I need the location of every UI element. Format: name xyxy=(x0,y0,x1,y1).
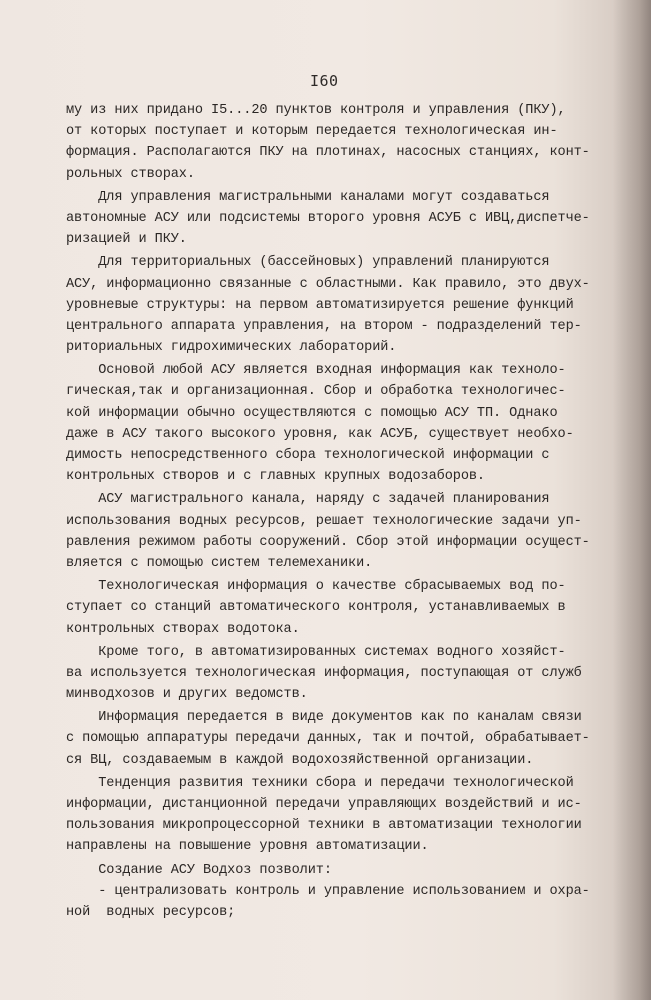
text-line: вляется с помощью систем телемеханики. xyxy=(66,555,373,571)
text-line: - централизовать контроль и управление использованием и охра- xyxy=(66,883,590,899)
text-line: Для управления магистральными каналами могут создаваться xyxy=(66,189,550,205)
text-line: контрольных створов и с главных крупных водозаборов. xyxy=(66,469,485,485)
body-text xyxy=(66,100,626,923)
text-line: Создание АСУ Водхоз позволит: xyxy=(66,862,332,878)
text-line: АСУ, информационно связанные с областными. Как правило, это двух- xyxy=(66,276,590,292)
text-line: Кроме того, в автоматизированных системах водного хозяйст- xyxy=(66,644,566,660)
text-line: кой информации обычно осуществляются с помощью АСУ ТП. Однако xyxy=(66,405,558,421)
text-line: ступает со станций автоматического контроля, устанавливаемых в xyxy=(66,600,566,616)
text-line: уровневые структуры: на первом автоматизируется решение функций xyxy=(66,297,574,313)
text-line: формация. Располагаются ПКУ на плотинах, насосных станциях, конт- xyxy=(66,145,590,161)
text-line: равления режимом работы сооружений. Сбор этой информации осущест- xyxy=(66,534,590,550)
page-number: I60 xyxy=(310,72,339,90)
text-line: ной водных ресурсов; xyxy=(66,904,236,920)
text-line: му из них придано I5...20 пунктов контроля и управления (ПКУ), xyxy=(66,103,566,118)
text-line: ризацией и ПКУ. xyxy=(66,232,187,248)
text-line: АСУ магистрального канала, наряду с задачей планирования xyxy=(66,492,550,508)
text-line: направлены на повышение уровня автоматизации. xyxy=(66,839,429,855)
text-line: Технологическая информация о качестве сбрасываемых вод по- xyxy=(66,579,566,595)
text-line: пользования микропроцессорной техники в автоматизации технологии xyxy=(66,818,582,834)
text-line: риториальных гидрохимических лабораторий. xyxy=(66,340,397,356)
text-line: димость непосредственного сбора технологической информации с xyxy=(66,448,550,463)
text-line: использования водных ресурсов, решает технологические задачи уп- xyxy=(66,513,582,529)
text-line: контрольных створах водотока. xyxy=(66,621,300,637)
text-line: Для территориальных (бассейновых) управлений планируются xyxy=(66,255,550,271)
text-line: ва используется технологическая информация, поступающая от служб xyxy=(66,665,582,681)
text-line: центрального аппарата управления, на втором - подразделений тер- xyxy=(66,318,582,334)
text-line: от которых поступает и которым передается технологическая ин- xyxy=(66,124,558,140)
text-line: с помощью аппаратуры передачи данных, так и почтой, обрабатывает- xyxy=(66,731,590,747)
text-line: Тенденция развития техники сбора и передачи технологической xyxy=(66,775,574,791)
text-line: Основой любой АСУ является входная информация как техноло- xyxy=(66,363,566,379)
text-line: ся ВЦ, создаваемым в каждой водохозяйственной организации. xyxy=(66,752,534,768)
text-line: автономные АСУ или подсистемы второго уровня АСУБ с ИВЦ,диспетче- xyxy=(66,210,590,226)
text-line: Информация передается в виде документов как по каналам связи xyxy=(66,710,582,726)
text-line: информации, дистанционной передачи управляющих воздействий и ис- xyxy=(66,797,582,812)
text-line: рольных створах. xyxy=(66,166,195,182)
text-line: гическая,так и организационная. Сбор и обработка технологичес- xyxy=(66,384,566,400)
text-line: даже в АСУ такого высокого уровня, как АСУБ, существует необхо- xyxy=(66,426,574,442)
text-line: минводхозов и других ведомств. xyxy=(66,687,308,703)
